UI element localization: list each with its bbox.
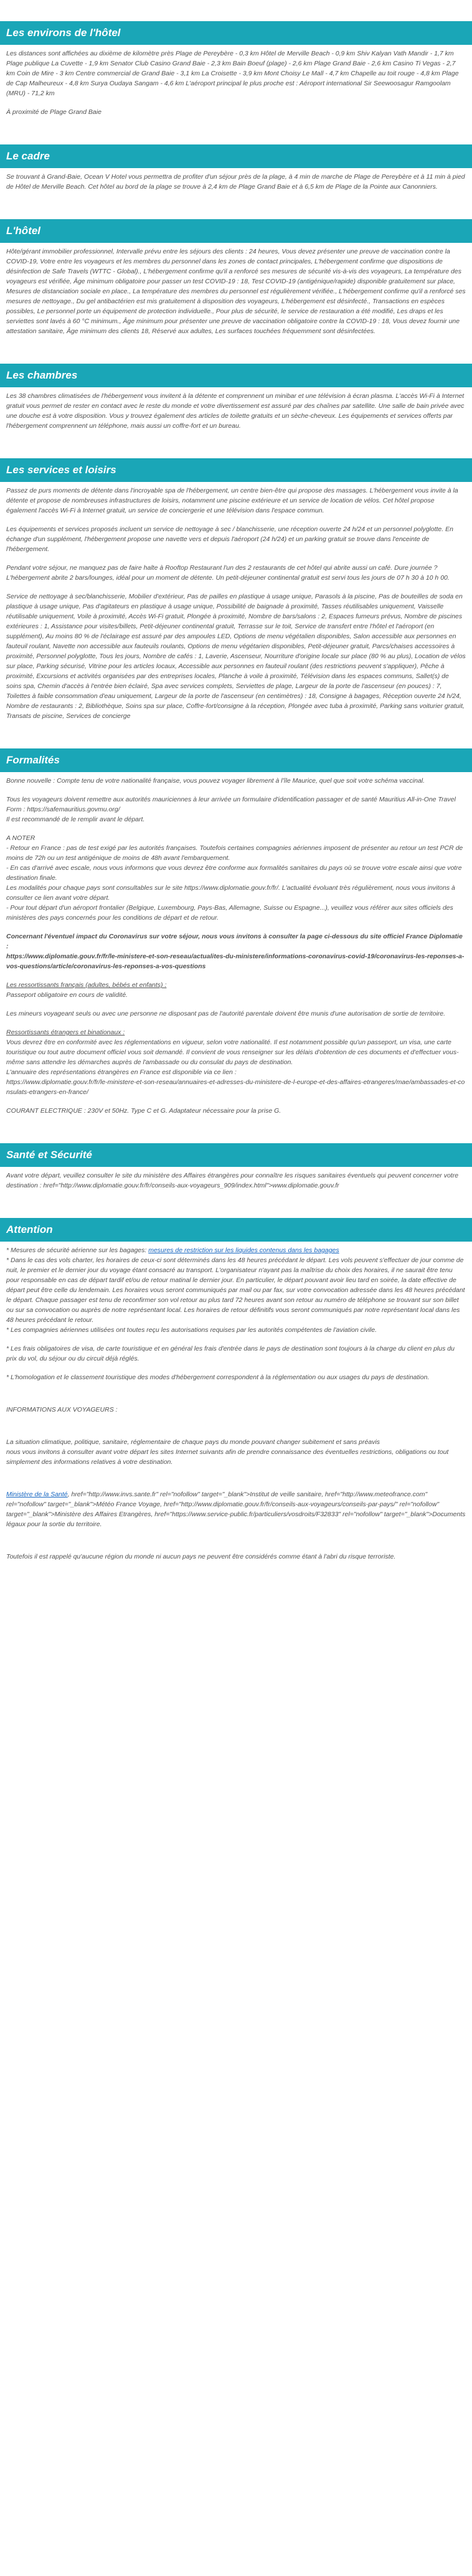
services-restaurant: Pendant votre séjour, ne manquez pas de faire halte à Rooftop Restaurant l'un des 2 restaurants de cet hôtel qui abrite aussi un café. Dure journée ? L'hébergement abrite 2 bars/lounges, idéal pour un moment de détente. Un petit-déjeuner continental gratuit est servi tous les jours de 07 h 30 à 10 h 00. — [6, 564, 450, 582]
formalites-nationalite: Bonne nouvelle : Compte tenu de votre nationalité française, vous pouvez voyager librement à l'île Maurice, quel que soit votre schéma vaccinal. — [6, 777, 425, 785]
section-body-sante — [0, 1167, 472, 1191]
formalites-formulaire — [6, 795, 466, 824]
services-spa: Passez de purs moments de détente dans l'incroyable spa de l'hébergement, un centre bien-être qui propose des massages. L'hébergement vous invite à la détente et propose de nombreuses infrastructures de loisirs, notamment une piscine extérieure et un service de location de vélos. Cet hôtel propose également l'accès Wi-Fi à Internet gratuit, un service de conciergerie et une télévision dans l'espace commun. — [6, 487, 458, 514]
etrangers-title: Ressortissants étrangers et binationaux : — [6, 1029, 125, 1036]
formalites-mineurs: Les mineurs voyageant seuls ou avec une personne ne disposant pas de l'autorité parentale doivent être munis d'une autorisation de sortie de territoire. — [6, 1010, 446, 1017]
note-modalites: Les modalités pour chaque pays sont consultables sur le site https://www.diplomatie.gouv.fr/fr/. L'actualité évoluant très régulièrement, nous vous invitons à consulter ce lien avant votre départ. — [6, 884, 455, 902]
section-body-hotel — [0, 243, 472, 336]
etrangers-link[interactable]: https://www.diplomatie.gouv.fr/fr/le-ministere-et-son-reseau/annuaires-et-adresses-du-ministere-de-l-europe-et-des-affaires-etrangeres/mae/ambassades-et-consulats-etrangers-en-france/ — [6, 1078, 465, 1096]
section-body-formalites — [0, 772, 472, 1116]
services-equipements: Les équipements et services proposés incluent un service de nettoyage à sec / blanchisserie, une réception ouverte 24 h/24 et un personnel polyglotte. En échange d'un supplément, l'hébergement propose une navette vers et depuis l'aéroport (24 h/24) et un parking gratuit se trouve dans l'enceinte de l'hébergement. — [6, 526, 453, 553]
chambres-text: Les 38 chambres climatisées de l'hébergement vous invitent à la détente et comprennent un minibar et une télévision à écran plasma. L'accès Wi-Fi à Internet gratuit vous permet de rester en contact avec le reste du monde et votre divertissement est assuré par des chaînes par satellite. Une salle de bain privée avec une douche est à votre disposition. Vous y trouvez également des articles de toilette gratuits et un sèche-cheveux. Les équipements et services offerts par l'hébergement comprennent un téléphone, mais aussi un coffre-fort et un bureau. — [6, 392, 465, 430]
liquides-link[interactable]: mesures de restriction sur les liquides contenus dans les bagages — [148, 1247, 339, 1254]
section-title-cadre: Le cadre — [0, 144, 472, 168]
ministere-sante-link[interactable]: Ministère de la Santé — [6, 1491, 68, 1498]
formalites-ressortissants — [6, 980, 466, 1000]
section-body-chambres — [0, 387, 472, 431]
coronavirus-link[interactable]: https://www.diplomatie.gouv.fr/fr/le-ministere-et-son-reseau/actualites-du-ministere/informations-coronavirus-covid-19/coronavirus-les-reponses-a-vos-questions/article/coronavirus-les-reponses-a-vos-questions — [6, 953, 465, 970]
note-retour: - Retour en France : pas de test exigé par les autorités françaises. Toutefois certaines compagnies aériennes imposent de présenter au retour un test PCR de moins de 72h ou un test antigénique de moins de 48h avant l'embarquement. — [6, 844, 463, 862]
environs-distances: Les distances sont affichées au dixième de kilomètre près Plage de Pereybère - 0,3 km Hôtel de Merville Beach - 0,9 km Shiv Kalyan Vath Mandir - 1,7 km Plage publique La Cuvette - 1,9 km Senator Club Casino Grand Baie - 2,3 km Bain Boeuf (plage) - 2,6 km Plage Grand Baie - 2,6 km Casino Ti Vegas - 2,7 km Coin de Mire - 3 km Centre commercial de Grand Baie - 3,1 km La Croisette - 3,9 km Mont Choisy Le Mall - 4,7 km Chapelle au toit rouge - 4,8 km Plage de Cap Malheureux - 4,8 km Surya Oudaya Sangam - 4,6 km L'aéroport principal le plus proche est : Aéroport international Sir Seewoosagur Ramgoolam (MRU) - 71,2 km — [6, 50, 459, 97]
coronavirus-text: Concernant l'éventuel impact du Coronavirus sur votre séjour, nous vous invitons à consulter la page ci-dessous du site officiel France Diplomatie : — [6, 933, 463, 950]
note-escale: - En cas d'arrivé avec escale, nous vous informons que vous devrez être conforme aux formalités sanitaires du pays où se trouve votre escale ainsi que votre destination finale. — [6, 864, 462, 882]
formalites-note — [6, 833, 466, 923]
compagnies-text: * Les compagnies aériennes utilisées ont toutes reçu les autorisations requises par les autorités compétentes de l'aviation civile. — [6, 1326, 377, 1334]
attention-situation: La situation climatique, politique, sanitaire, réglementaire de chaque pays du monde pouvant changer subitement et sans préavis nous vous invitons à consulter avant votre départ les sites Internet suivants afin de prendre connaissance des éventuelles restrictions, obligations ou tout simplement des informations relatives à votre destination. — [6, 1438, 449, 1466]
note-frontalier: - Pour tout départ d'un aéroport frontalier (Belgique, Luxembourg, Pays-Bas, Allemagne, Suisse ou Espagne...), veuillez vous référer aux sites officiels des ministères des pays concernés pour les conditions de départ et de retour. — [6, 904, 453, 922]
liens-text: , href="http://www.invs.sante.fr" rel="nofollow" target="_blank">Institut de veille sanitaire, href="http://www.meteofrance.com" rel="nofollow" target="_blank">Météo France Voyage, href="http://www.diplomatie.gouv.fr/fr/conseils-aux-voyageurs/conseils-par-pays/" rel="nofollow" target="_blank">Ministère des Affaires Etrangères, href="https://www.service-public.fr/particuliers/vosdroits/F32833" rel="nofollow" target="_blank">Documents légaux pour la sortie du territoire. — [6, 1491, 466, 1528]
attention-frais: * Les frais obligatoires de visa, de carte touristique et en général les frais d'entrée dans le pays de destination sont toujours à la charge du client en plus du prix du vol, du séjour ou du circuit déjà réglés. — [6, 1345, 455, 1362]
bagages-prefix: * Mesures de sécurité aérienne sur les bagages: — [6, 1247, 149, 1254]
section-title-formalites: Formalités — [0, 748, 472, 772]
note-title: A NOTER — [6, 834, 35, 842]
section-title-sante: Santé et Sécurité — [0, 1143, 472, 1167]
etrangers-annuaire: L'annuaire des représentations étrangères en France est disponible via ce lien : — [6, 1069, 237, 1076]
attention-homologation: * L'homologation et le classement touristique des modes d'hébergement correspondent à la réglementation ou aux usages du pays de destination. — [6, 1374, 430, 1381]
section-body-services — [0, 482, 472, 721]
environs-nearby: À proximité de Plage Grand Baie — [6, 108, 101, 116]
sante-text: Avant votre départ, veuillez consulter le site du ministère des Affaires étrangères pour connaître les risques sanitaires éventuels qui peuvent concerner votre destination : href="http://www.diplomatie.gouv.fr/fr/conseils-aux-voyageurs_909/index.html">www.diplomatie.gouv.fr — [6, 1172, 459, 1189]
attention-bagages — [6, 1245, 466, 1335]
section-title-attention: Attention — [0, 1218, 472, 1242]
section-title-chambres: Les chambres — [0, 364, 472, 387]
ressortissants-title: Les ressortissants français (adultes, bébés et enfants) : — [6, 981, 167, 989]
attention-terrorisme: Toutefois il est rappelé qu'aucune région du monde ni aucun pays ne peuvent être considérés comme étant à l'abri du risque terroriste. — [6, 1553, 396, 1560]
section-title-hotel: L'hôtel — [0, 219, 472, 243]
section-title-environs: Les environs de l'hôtel — [0, 21, 472, 45]
attention-infos-title: INFORMATIONS AUX VOYAGEURS : — [6, 1406, 118, 1413]
charter-text: * Dans le cas des vols charter, les horaires de ceux-ci sont déterminés dans les 48 heures précédant le départ. Les vols peuvent s'effectuer de jour comme de nuit, le premier et le dernier jour du voyage étant consacré au transport. L'organisateur n'ayant pas la maîtrise du choix des horaires, il ne saurait être tenu pour responsable en cas de départ tardif et/ou de retour matinal le dernier jour. En particulier, le départ pouvant avoir lieu tard en soirée, la date effective de départ peut être celle du lendemain. Les horaires vous seront communiqués par mail ou par fax, sur votre convocation adressée dans les 48 heures précédant le départ. Chaque passager est tenu de reconfirmer son vol retour au plus tard 72 heures avant son retour au numéro de téléphone se trouvant sur son billet ou sur sa convocation ou auprès de notre représentant local. Les horaires de retour définitifs vous seront communiqués par notre représentant local dans les 48 heures précédant le retour. — [6, 1257, 465, 1324]
section-body-attention — [0, 1242, 472, 1562]
etrangers-body: Vous devrez être en conformité avec les réglementations en vigueur, selon votre nationalité. Il est notamment possible qu'un passeport, un visa, une carte touristique ou tout autre document officiel vous soit demandé. Il convient de vous renseigner sur les délais d'obtention de ces documents et d'effectuer vous-même sans attendre les démarches auprès de l'ambassade ou du consulat du pays de destination. — [6, 1039, 459, 1066]
section-body-environs — [0, 45, 472, 117]
formalites-formulaire-text: Tous les voyageurs doivent remettre aux autorités mauriciennes à leur arrivée un formulaire d'identification passager et de santé Mauritius All-in-One Travel Form : https://safemauritius.govmu.org/ — [6, 796, 456, 813]
formalites-courant: COURANT ELECTRIQUE : 230V et 50Hz. Type C et G. Adaptateur nécessaire pour la prise G. — [6, 1107, 281, 1115]
formalites-coronavirus — [6, 932, 466, 971]
attention-liens — [6, 1489, 466, 1529]
formalites-etrangers — [6, 1027, 466, 1097]
section-title-services: Les services et loisirs — [0, 458, 472, 482]
cadre-text: Se trouvant à Grand-Baie, Ocean V Hotel vous permettra de profiter d'un séjour près de la plage, à 4 min de marche de Plage de Pereybère et à 11 min à pied de Hôtel de Merville Beach. Cet hôtel au bord de la plage se trouve à 2,4 km de Plage Grand Baie et à 6,5 km de Plage de la Pointe aux Canonniers. — [6, 173, 465, 191]
ressortissants-body: Passeport obligatoire en cours de validité. — [6, 991, 128, 999]
services-list: Service de nettoyage à sec/blanchisserie, Mobilier d'extérieur, Pas de pailles en plastique à usage unique, Parasols à la piscine, Pas de bouteilles de soda en plastique à usage unique, Pas d'agitateurs en plastique à usage unique, Possibilité de baignade à proximité, Tasses réutilisables uniquement, Vaisselle réutilisable uniquement, Voile à proximité, Accès Wi-Fi gratuit, Plongée à proximité, Nombre de bars/salons : 2, Espaces fumeurs prévus, Nombre de piscines extérieures : 1, Assistance pour visites/billets, Petit-déjeuner continental gratuit, Terrasse sur le toit, Service de transfert entre l'hôtel et l'aéroport (en supplément), Au moins 80 % de l'éclairage est assuré par des ampoules LED, Options de menu végétalien disponibles, Salon accessible aux personnes en fauteuil roulant, Navette non accessible aux fauteuils roulants, Options de menu végétarien disponibles, Petit-déjeuner gratuit, Parcs/chaises accessoires à proximité, Personnel polyglotte, Tous les jours, Nombre de cafés : 1, Laverie, Ascenseur, Nourriture d'origine locale sur place (80 % au plus), Location de vélos sur place, Parking sécurisé, Vitrine pour les articles locaux, Accessible aux personnes en fauteuil roulant (des restrictions peuvent s'appliquer), Pêche à proximité, Excursions et activités organisées par des entreprises locales, Planche à voile à proximité, Télévision dans les espaces communs, Sallet(s) de soins spa, Chemin d'accès à l'entrée bien éclairé, Spa avec services complets, Serviettes de plage, Largeur de la porte de l'ascenseur (en pouces) : 7, Toilettes à faible consommation d'eau uniquement, Largeur de la porte de l'ascenseur (en centimètres) : 18, Consigne à bagages, Réception ouverte 24 h/24, Nombre de restaurants : 2, Bibliothèque, Soins spa sur place, Coffre-fort/consigne à la réception, Plongée avec tuba à proximité, Parking sans voiturier gratuit, Transats de piscine, Services de concierge — [6, 593, 466, 720]
formalites-formulaire-reco: Il est recommandé de le remplir avant le départ. — [6, 816, 145, 823]
section-body-cadre — [0, 168, 472, 192]
hotel-text: Hôte/gérant immobilier professionnel, Intervalle prévu entre les séjours des clients : 24 heures, Vous devez présenter une preuve de vaccination contre la COVID-19, Votre entre les voyageurs et les membres du personnel dans les zones de contact principales, L'hébergement confirme que dispositions de désinfection de Safe Travels (WTTC - Global)., L'hébergement confirme qu'il a renforcé ses mesures de sécurité vis-à-vis des voyageurs, La température des voyageurs est vérifiée, Âge minimum obligatoire pour passer un test COVID-19 : 18, Test COVID-19 (antigénique/rapide) disponible gratuitement sur place, Mesures de distanciation sociale en place., La température des membres du personnel est régulièrement vérifiée., L'hébergement confirme qu'il a renforcé ses mesures de nettoyage., Du gel antibactérien est mis gratuitement à disposition des voyageurs, L'hébergement est désinfecté., Transactions en espèces possibles, Le personnel porte un équipement de protection individuelle., Pour plus de sécurité, le service de restauration a été modifié, Les draps et les serviettes sont lavés à 60 °C minimum., Âge minimum pour présenter une preuve de vaccination obligatoire contre la COVID-19 : 18, Vous devez fournir une attestation sanitaire, Âge minimum des clients 18, Réservé aux adultes, Les surfaces touchées fréquemment sont désinfectées. — [6, 248, 466, 335]
